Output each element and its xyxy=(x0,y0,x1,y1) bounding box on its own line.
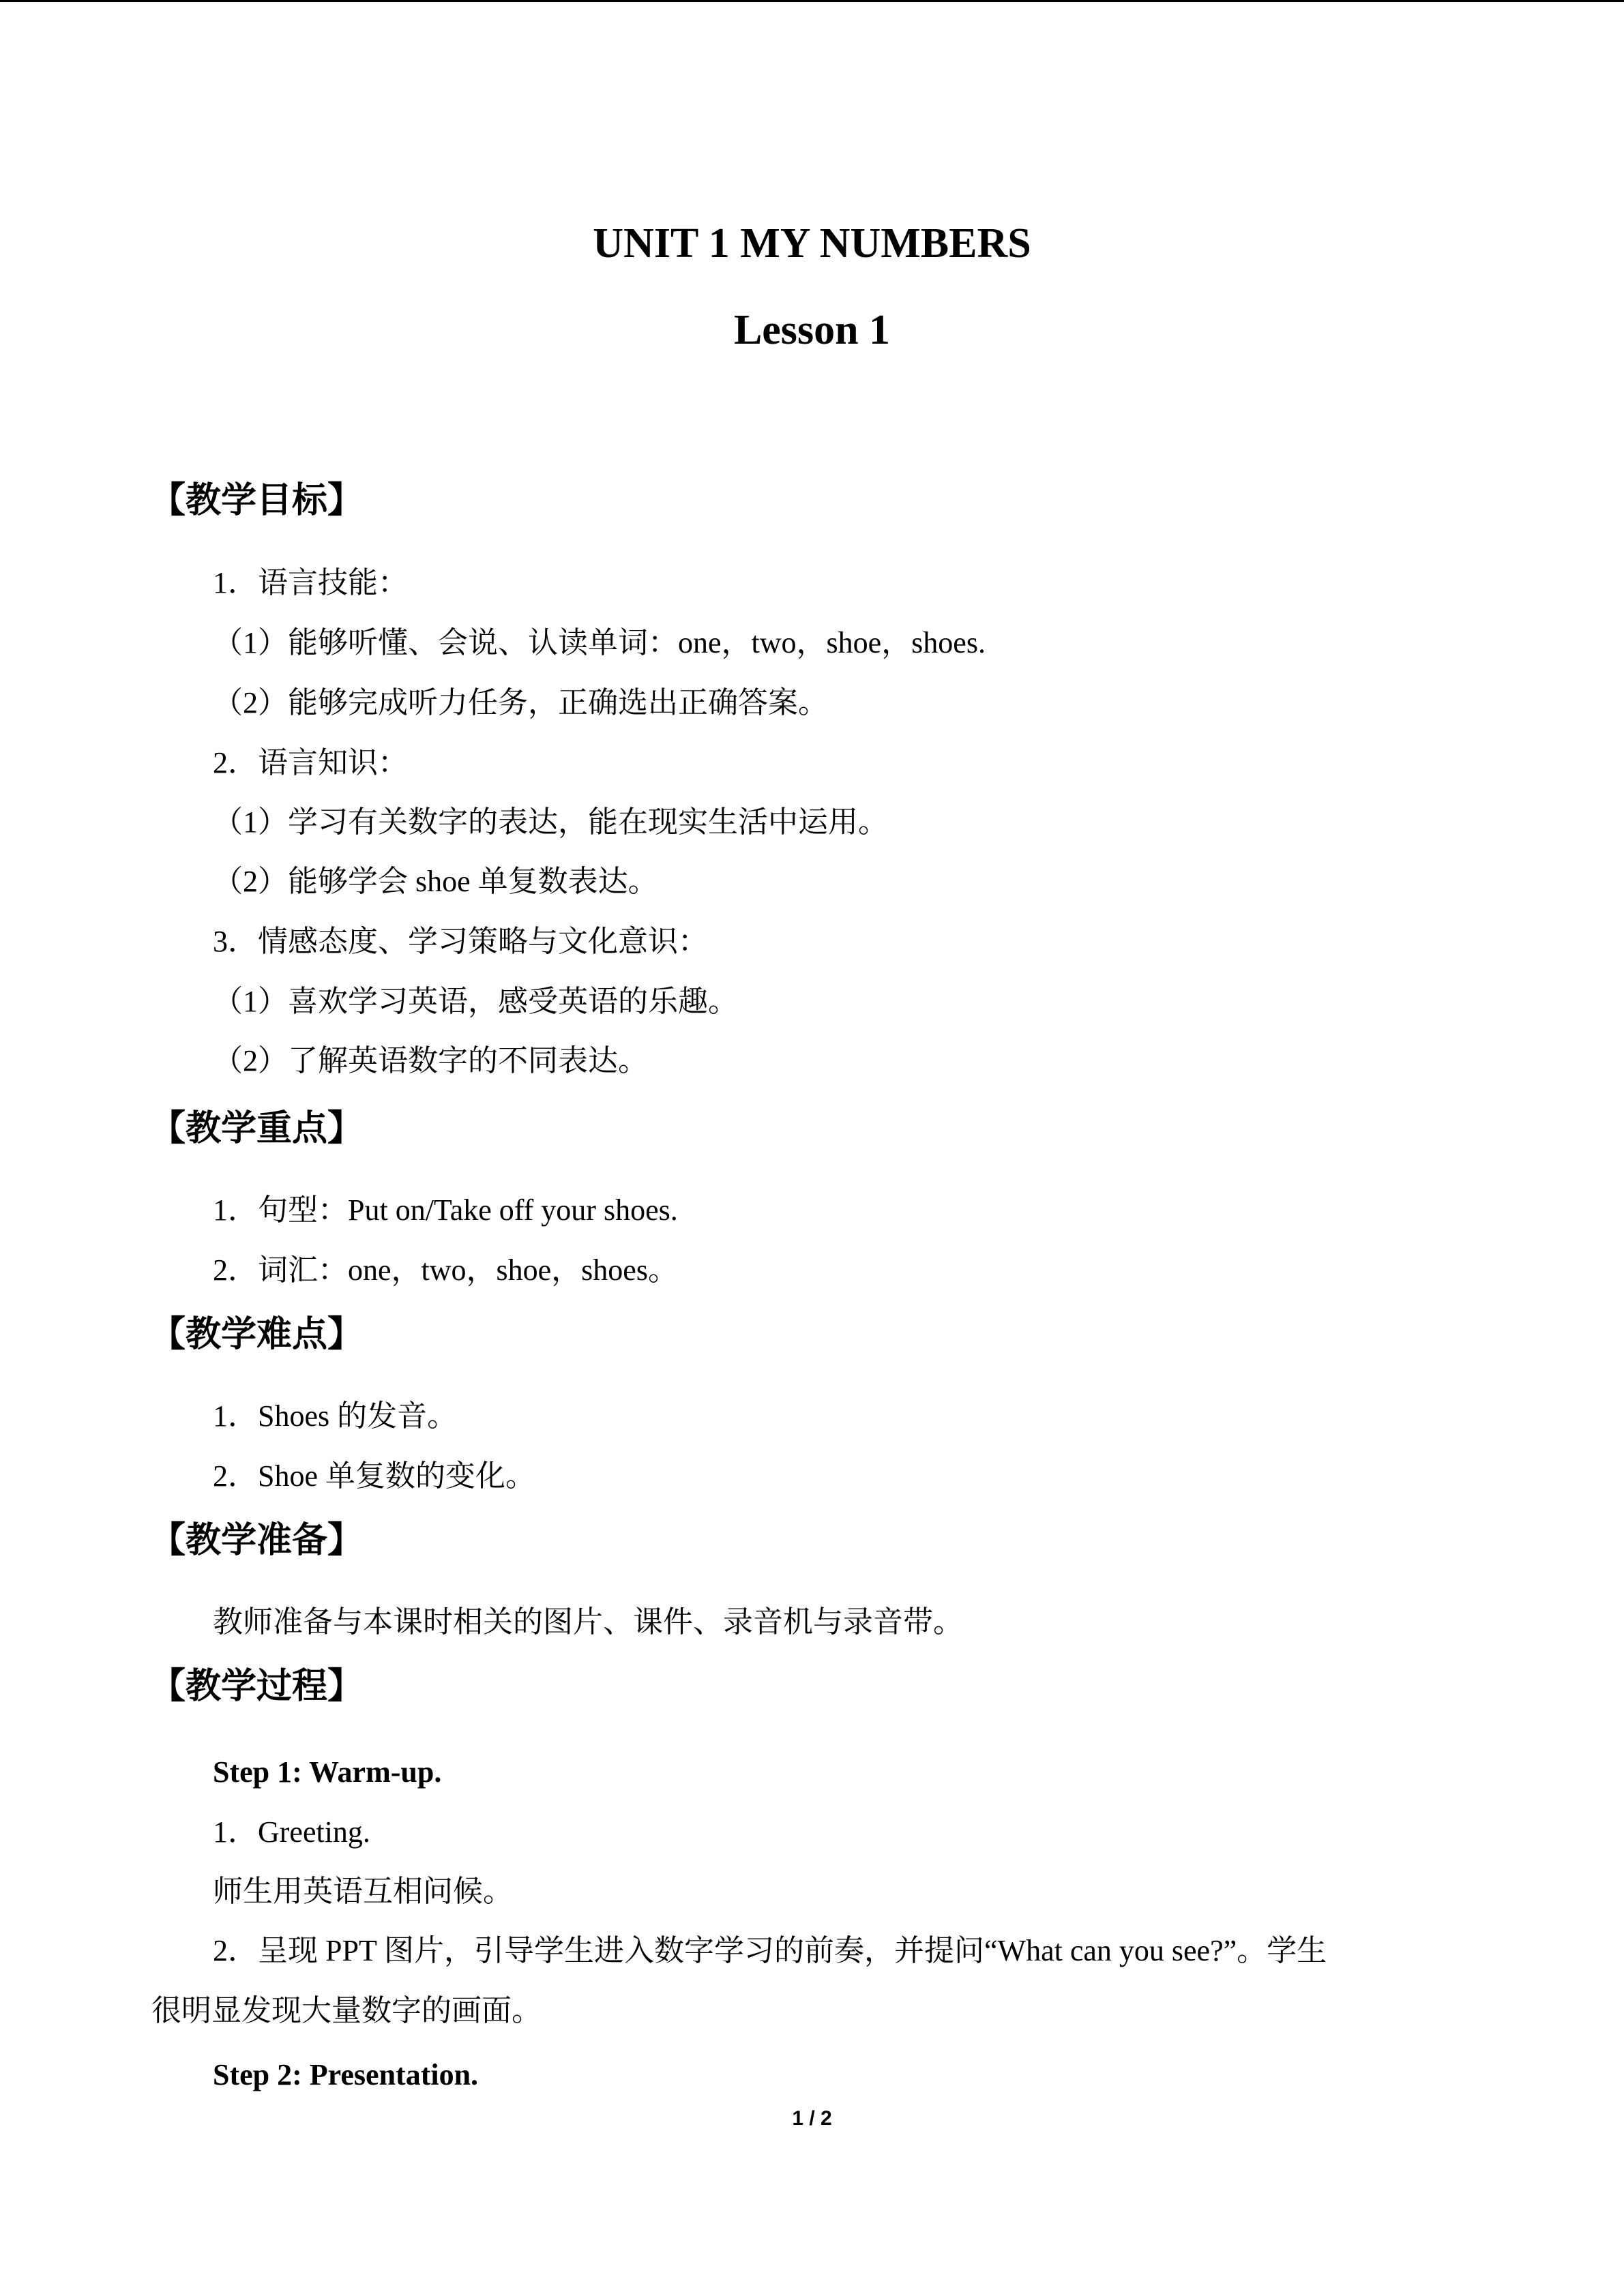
difficulty-line: 2．Shoe 单复数的变化。 xyxy=(213,1459,535,1493)
objective-line: （1）学习有关数字的表达，能在现实生活中运用。 xyxy=(213,805,888,839)
difficulty-line: 1．Shoes 的发音。 xyxy=(213,1399,458,1433)
section-heading-process: 【教学过程】 xyxy=(150,1666,364,1707)
objective-line: （2）能够完成听力任务，正确选出正确答案。 xyxy=(213,686,828,719)
process-line: 很明显发现大量数字的画面。 xyxy=(151,1994,542,2027)
preparation-line: 教师准备与本课时相关的图片、课件、录音机与录音带。 xyxy=(213,1605,963,1639)
key-point-line: 2．词汇：one，two，shoe，shoes。 xyxy=(213,1253,678,1287)
section-heading-key-points: 【教学重点】 xyxy=(150,1108,364,1149)
objective-line: （2）能够学会 shoe 单复数表达。 xyxy=(213,865,658,898)
step-heading: Step 1: Warm-up. xyxy=(213,1755,442,1789)
objective-line: 1．语言技能： xyxy=(213,566,408,599)
objective-line: 3．情感态度、学习策略与文化意识： xyxy=(213,925,708,958)
page-number: 1 / 2 xyxy=(792,2107,832,2130)
objective-line: （1）喜欢学习英语，感受英语的乐趣。 xyxy=(213,985,738,1018)
process-line: 师生用英语互相问候。 xyxy=(213,1875,513,1908)
objective-line: 2．语言知识： xyxy=(213,746,408,779)
objective-line: （2）了解英语数字的不同表达。 xyxy=(213,1044,648,1077)
process-line: 1．Greeting. xyxy=(213,1815,370,1849)
document-title: UNIT 1 MY NUMBERS xyxy=(593,220,1031,267)
section-heading-difficulties: 【教学难点】 xyxy=(150,1314,364,1355)
section-heading-objectives: 【教学目标】 xyxy=(150,480,364,521)
step-heading: Step 2: Presentation. xyxy=(213,2058,479,2091)
objective-line: （1）能够听懂、会说、认读单词：one，two，shoe，shoes. xyxy=(213,626,986,659)
process-line: 2．呈现 PPT 图片，引导学生进入数字学习的前奏，并提问“What can you see?”。学生 xyxy=(213,1934,1327,1967)
key-point-line: 1．句型：Put on/Take off your shoes. xyxy=(213,1193,678,1227)
document-subtitle: Lesson 1 xyxy=(733,307,891,353)
section-heading-preparation: 【教学准备】 xyxy=(150,1520,364,1561)
